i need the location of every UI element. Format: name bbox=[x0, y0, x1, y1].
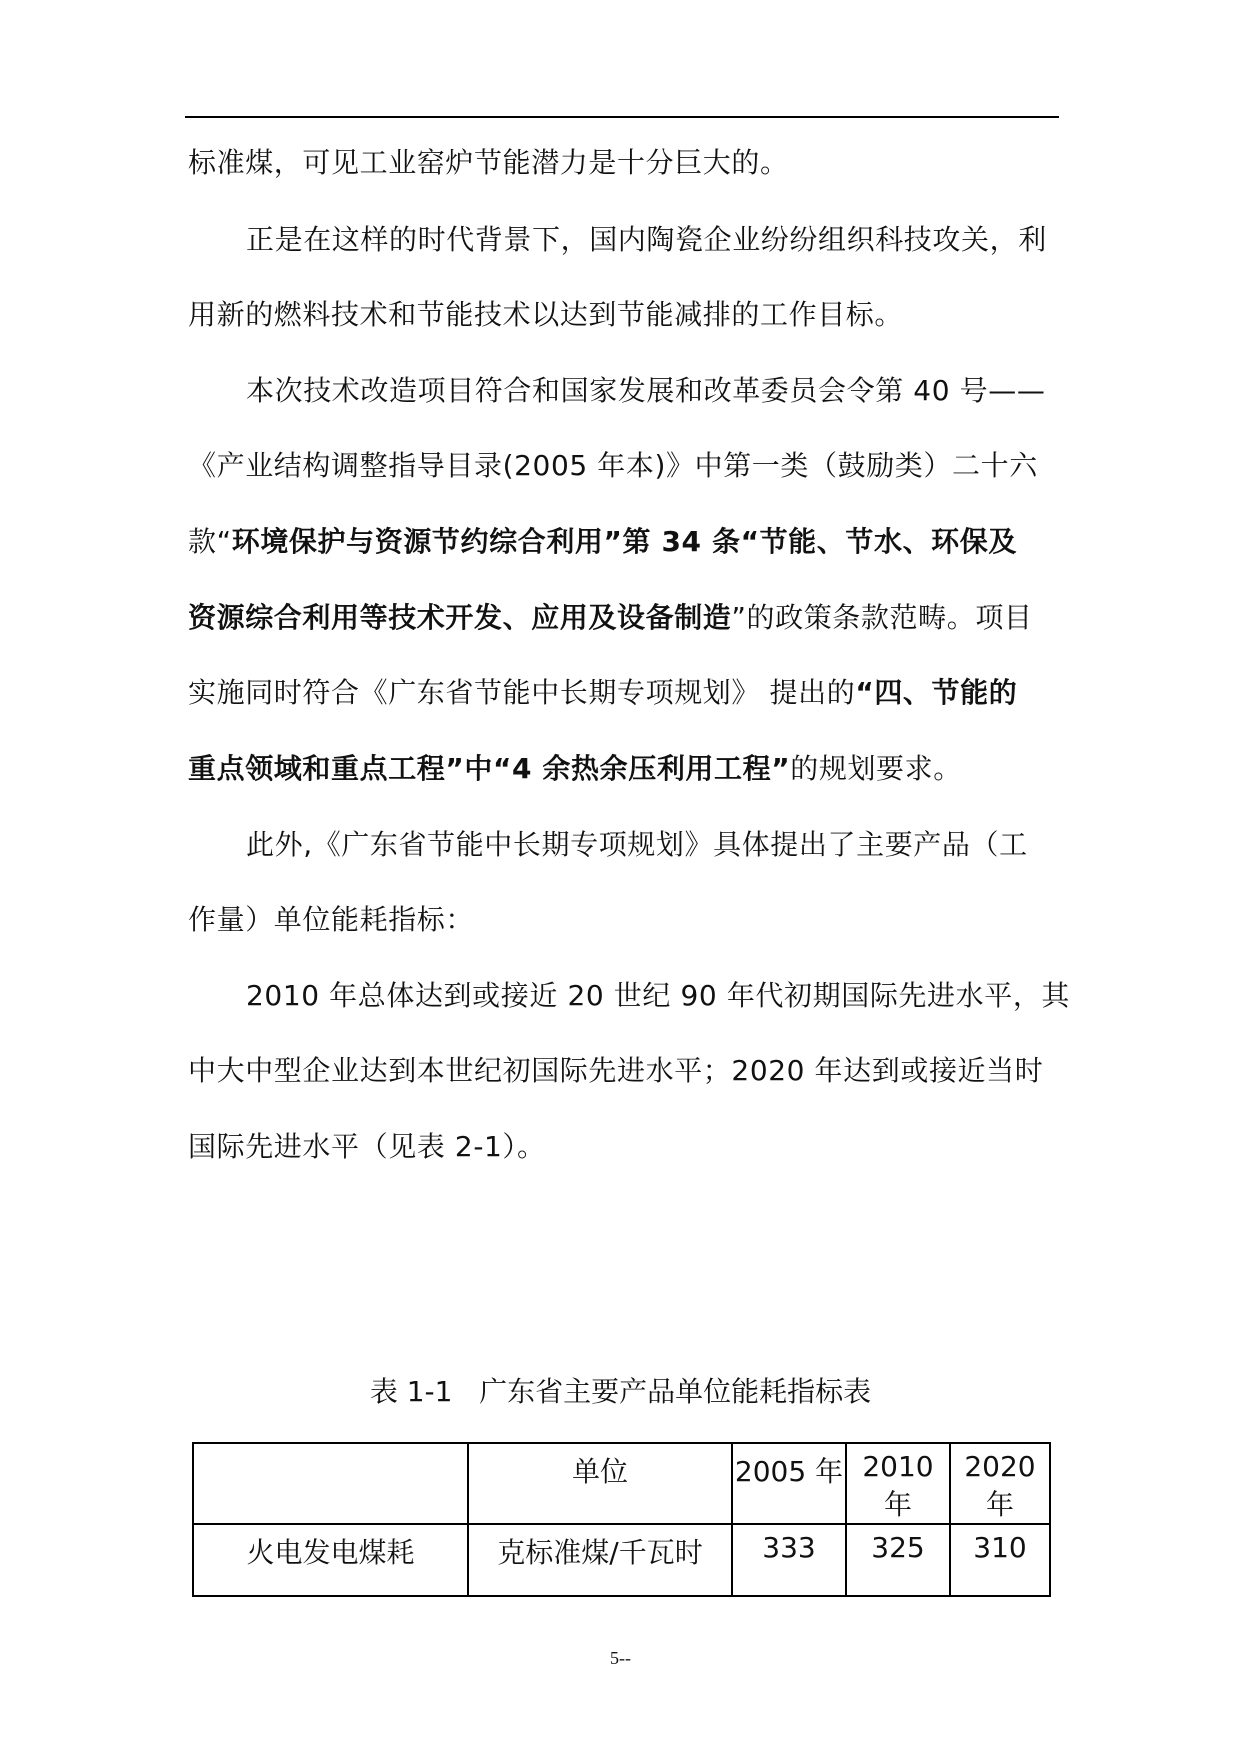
paragraph-line: 标准煤，可见工业窑炉节能潜力是十分巨大的。 bbox=[188, 146, 789, 179]
text-run: 的规划要求。 bbox=[790, 752, 962, 785]
energy-index-table bbox=[192, 1442, 1051, 1597]
text-run: 实施同时符合《广东省节能中长期专项规划》 提出的 bbox=[188, 676, 856, 709]
paragraph-line bbox=[188, 747, 1058, 787]
table-cell: 325 bbox=[846, 1524, 950, 1596]
paragraph-line: 作量）单位能耗指标： bbox=[188, 903, 475, 936]
text-run: 款“ bbox=[188, 525, 232, 558]
table-header-cell: 2020 年 bbox=[950, 1443, 1050, 1524]
table-header-cell: 单位 bbox=[468, 1443, 732, 1524]
paragraph-line: 本次技术改造项目符合和国家发展和改革委员会令第 40 号—— bbox=[246, 374, 1046, 407]
table-header-row bbox=[193, 1443, 1050, 1524]
table-header-cell: 2010 年 bbox=[846, 1443, 950, 1524]
table-caption: 表 1-1 广东省主要产品单位能耗指标表 bbox=[369, 1375, 872, 1408]
paragraph-line: 《产业结构调整指导目录(2005 年本)》中第一类（鼓励类）二十六 bbox=[188, 449, 1038, 482]
paragraph-line bbox=[188, 671, 1058, 711]
bold-text-run: 环境保护与资源节约综合利用”第 34 条“节能、节水、环保及 bbox=[231, 525, 1017, 558]
table-cell: 333 bbox=[732, 1524, 846, 1596]
paragraph-line bbox=[188, 596, 1058, 636]
paragraph-line: 用新的燃料技术和节能技术以达到节能减排的工作目标。 bbox=[188, 298, 904, 331]
paragraph-line: 国际先进水平（见表 2-1）。 bbox=[188, 1130, 546, 1163]
page-number: 5-- bbox=[610, 1648, 631, 1668]
table-row bbox=[193, 1524, 1050, 1596]
table-cell: 火电发电煤耗 bbox=[193, 1524, 468, 1596]
paragraph-line: 2010 年总体达到或接近 20 世纪 90 年代初期国际先进水平，其 bbox=[246, 979, 1071, 1012]
paragraph-line: 此外,《广东省节能中长期专项规划》具体提出了主要产品（工 bbox=[246, 828, 1028, 861]
table-cell: 克标准煤/千瓦时 bbox=[468, 1524, 732, 1596]
bold-text-run: 资源综合利用等技术开发、应用及设备制造 bbox=[188, 601, 732, 634]
table-cell: 310 bbox=[950, 1524, 1050, 1596]
header-rule bbox=[185, 116, 1059, 118]
table-header-cell: 2005 年 bbox=[732, 1443, 846, 1524]
bold-text-run: 重点领域和重点工程”中“4 余热余压利用工程” bbox=[188, 752, 791, 785]
text-run: ”的政策条款范畴。项目 bbox=[731, 601, 1033, 634]
paragraph-line: 正是在这样的时代背景下，国内陶瓷企业纷纷组织科技攻关，利 bbox=[246, 223, 1047, 256]
bold-text-run: “四、节能的 bbox=[855, 676, 1018, 709]
paragraph-line bbox=[188, 520, 1058, 560]
table-header-cell bbox=[193, 1443, 468, 1524]
paragraph-line: 中大中型企业达到本世纪初国际先进水平；2020 年达到或接近当时 bbox=[188, 1054, 1044, 1087]
